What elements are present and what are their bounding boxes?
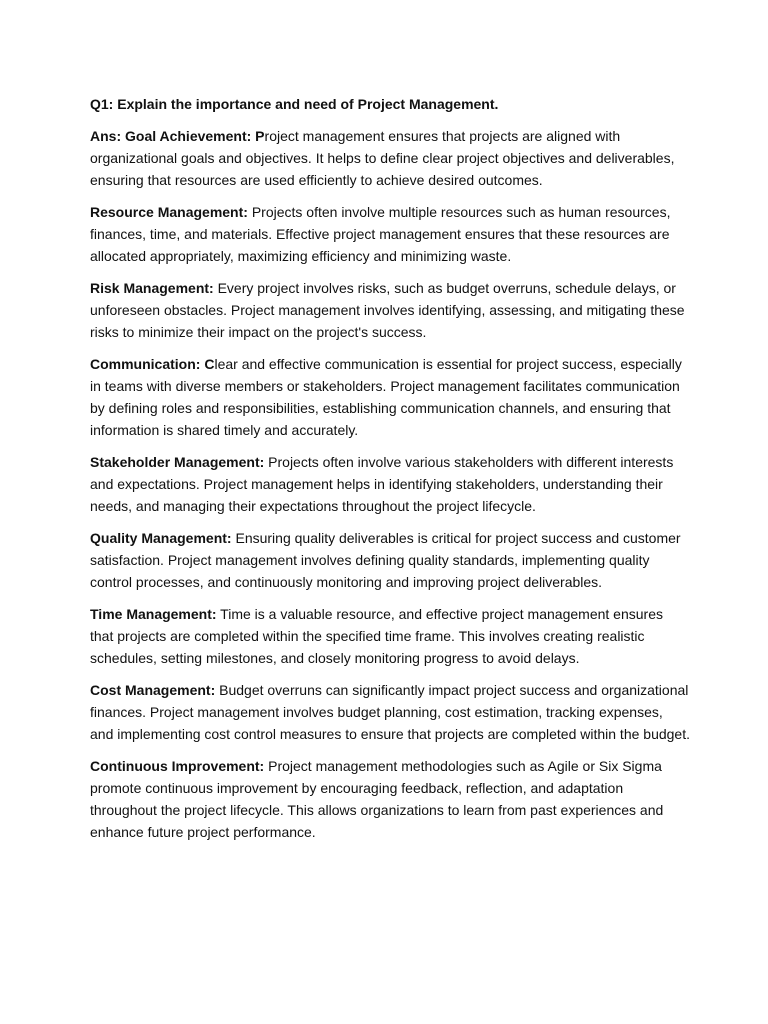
- paragraph-lead: Risk Management:: [90, 280, 214, 296]
- paragraph-goal-achievement: [90, 125, 690, 191]
- paragraph-resource-management: [90, 201, 690, 267]
- paragraph-communication: [90, 353, 690, 441]
- paragraph-text: roject management ensures that projects are aligned with organizational goals and objectives. It helps to define clear project objectives and deliverables, ensuring that resources are used efficiently to achieve desired outcomes.: [90, 128, 675, 188]
- paragraph-lead: Ans: Goal Achievement: P: [90, 128, 265, 144]
- paragraph-text: lear and effective communication is essential for project success, especially in teams with diverse members or stakeholders. Project management facilitates communication by defining roles and responsibilities, establishing communication channels, and ensuring that information is shared timely and accurately.: [90, 356, 682, 438]
- paragraph-lead: Resource Management:: [90, 204, 248, 220]
- document-page: [90, 93, 690, 853]
- paragraph-text: Budget overruns can significantly impact project success and organizational finances. Project management involves budget planning, cost estimation, tracking expenses, and implementing cost control measures to ensure that projects are completed within the budget.: [90, 682, 690, 742]
- paragraph-lead: Cost Management:: [90, 682, 216, 698]
- paragraph-stakeholder-management: [90, 451, 690, 517]
- paragraph-risk-management: [90, 277, 690, 343]
- paragraph-lead: Time Management:: [90, 606, 217, 622]
- paragraph-text: Time is a valuable resource, and effective project management ensures that projects are completed within the specified time frame. This involves creating realistic schedules, setting milestones, and closely monitoring progress to avoid delays.: [90, 606, 663, 666]
- paragraph-quality-management: [90, 527, 690, 593]
- paragraph-lead: Quality Management:: [90, 530, 232, 546]
- paragraph-time-management: [90, 603, 690, 669]
- paragraph-continuous-improvement: [90, 755, 690, 843]
- question-heading: Q1: Explain the importance and need of Project Management.: [90, 96, 499, 112]
- paragraph-text: Every project involves risks, such as budget overruns, schedule delays, or unforeseen obstacles. Project management involves identifying, assessing, and mitigating these risks to minimize their impact on the project's success.: [90, 280, 685, 340]
- paragraph-cost-management: [90, 679, 690, 745]
- paragraph-lead: Communication: C: [90, 356, 215, 372]
- paragraph-text: Project management methodologies such as Agile or Six Sigma promote continuous improvement by encouraging feedback, reflection, and adaptation throughout the project lifecycle. This allows organizations to learn from past experiences and enhance future project performance.: [90, 758, 664, 840]
- paragraph-text: Projects often involve various stakeholders with different interests and expectations. Project management helps in identifying stakeholders, understanding their needs, and managing their expectations throughout the project lifecycle.: [90, 454, 674, 514]
- paragraph-text: Projects often involve multiple resources such as human resources, finances, time, and materials. Effective project management ensures that these resources are allocated appropriately, maximizing efficiency and minimizing waste.: [90, 204, 671, 264]
- paragraph-lead: Continuous Improvement:: [90, 758, 265, 774]
- paragraph-text: Ensuring quality deliverables is critical for project success and customer satisfaction. Project management involves defining quality standards, implementing quality control processes, and continuously monitoring and improving project deliverables.: [90, 530, 681, 590]
- paragraph-lead: Stakeholder Management:: [90, 454, 265, 470]
